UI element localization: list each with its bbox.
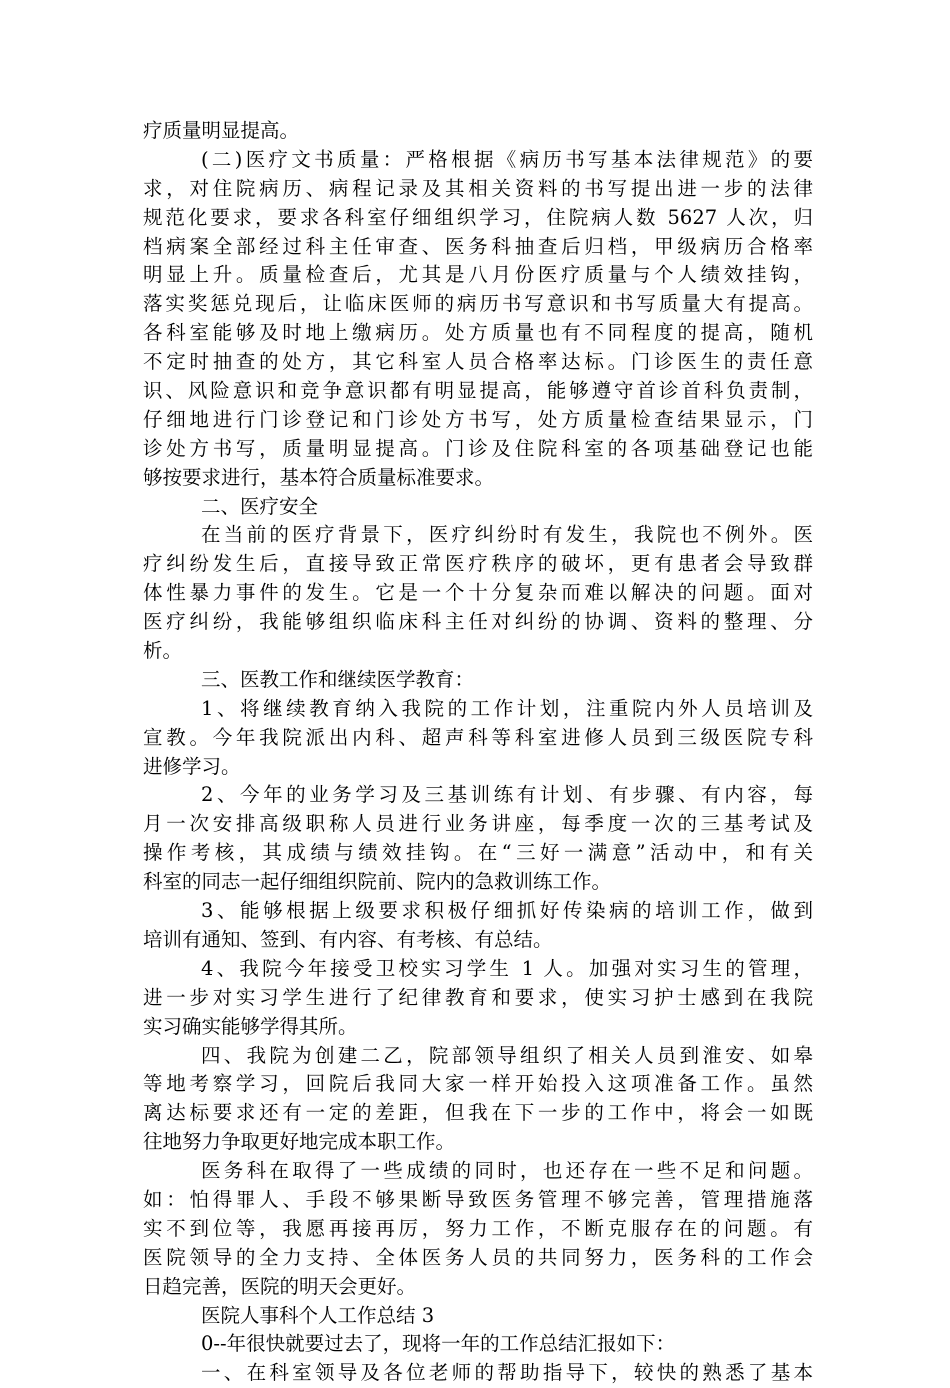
text-line: 日趋完善，医院的明天会更好。 xyxy=(143,1274,417,1298)
text-line: 在当前的医疗背景下，医疗纠纷时有发生，我院也不例外。医 xyxy=(201,523,813,547)
text-line: 宣教。今年我院派出内科、超声科等科室进修人员到三级医院专科 xyxy=(143,725,813,749)
text-line: (二)医疗文书质量：严格根据《病历书写基本法律规范》的要 xyxy=(201,147,813,171)
text-line: 操作考核，其成绩与绩效挂钩。在“三好一满意”活动中，和有关 xyxy=(143,841,813,865)
text-line: 月一次安排高级职称人员进行业务讲座，每季度一次的三基考试及 xyxy=(143,812,813,836)
text-line: 体性暴力事件的发生。它是一个十分复杂而难以解决的问题。面对 xyxy=(143,581,813,605)
text-line: 诊处方书写，质量明显提高。门诊及住院科室的各项基础登记也能 xyxy=(143,436,813,460)
text-line: 科室的同志一起仔细组织院前、院内的急救训练工作。 xyxy=(143,870,612,894)
text-line: 如：怕得罪人、手段不够果断导致医务管理不够完善，管理措施落 xyxy=(143,1187,813,1211)
text-line: 3、能够根据上级要求积极仔细抓好传染病的培训工作，做到 xyxy=(201,899,813,923)
text-line: 进修学习。 xyxy=(143,754,241,778)
text-line: 够按要求进行，基本符合质量标准要求。 xyxy=(143,465,495,489)
text-line: 识、风险意识和竞争意识都有明显提高，能够遵守首诊首科负责制， xyxy=(143,379,813,403)
text-line: 医院领导的全力支持、全体医务人员的共同努力，医务科的工作会 xyxy=(143,1245,813,1269)
text-line: 三、医教工作和继续医学教育： xyxy=(201,667,475,691)
text-line: 医疗纠纷，我能够组织临床科主任对纠纷的协调、资料的整理、分 xyxy=(143,610,813,634)
text-line: 档病案全部经过科主任审查、医务科抽查后归档，甲级病历合格率 xyxy=(143,234,813,258)
text-line: 不定时抽查的处方，其它科室人员合格率达标。门诊医生的责任意 xyxy=(143,350,813,374)
text-line: 二、医疗安全 xyxy=(201,494,319,518)
text-line: 规范化要求，要求各科室仔细组织学习，住院病人数 5627 人次，归 xyxy=(143,205,813,229)
text-line: 2、今年的业务学习及三基训练有计划、有步骤、有内容，每 xyxy=(201,783,813,807)
text-line: 培训有通知、签到、有内容、有考核、有总结。 xyxy=(143,927,553,951)
text-line: 一、在科室领导及各位老师的帮助指导下，较快的熟悉了基本 xyxy=(201,1361,813,1385)
text-line: 0--年很快就要过去了，现将一年的工作总结汇报如下： xyxy=(201,1332,676,1356)
text-line: 医院人事科个人工作总结 3 xyxy=(201,1303,435,1327)
text-line: 等地考察学习，回院后我同大家一样开始投入这项准备工作。虽然 xyxy=(143,1072,813,1096)
text-line: 各科室能够及时地上缴病历。处方质量也有不同程度的提高，随机 xyxy=(143,321,813,345)
text-line: 实习确实能够学得其所。 xyxy=(143,1014,358,1038)
text-line: 医务科在取得了一些成绩的同时，也还存在一些不足和问题。 xyxy=(201,1159,813,1183)
text-line: 求，对住院病历、病程记录及其相关资料的书写提出进一步的法律 xyxy=(143,176,813,200)
text-line: 往地努力争取更好地完成本职工作。 xyxy=(143,1130,456,1154)
text-line: 疗纠纷发生后，直接导致正常医疗秩序的破坏，更有患者会导致群 xyxy=(143,552,813,576)
text-line: 落实奖惩兑现后，让临床医师的病历书写意识和书写质量大有提高。 xyxy=(143,292,813,316)
text-line: 疗质量明显提高。 xyxy=(143,119,300,142)
text-line: 析。 xyxy=(143,639,183,663)
text-line: 明显上升。质量检查后，尤其是八月份医疗质量与个人绩效挂钩， xyxy=(143,263,813,287)
text-line: 1、将继续教育纳入我院的工作计划，注重院内外人员培训及 xyxy=(201,696,813,720)
text-line: 离达标要求还有一定的差距，但我在下一步的工作中，将会一如既 xyxy=(143,1101,813,1125)
document-body xyxy=(143,117,813,1388)
text-line: 四、我院为创建二乙，院部领导组织了相关人员到淮安、如皋 xyxy=(201,1043,813,1067)
text-line: 进一步对实习学生进行了纪律教育和要求，使实习护士感到在我院 xyxy=(143,985,813,1009)
text-line: 仔细地进行门诊登记和门诊处方书写，处方质量检查结果显示，门 xyxy=(143,407,813,431)
text-line: 4、我院今年接受卫校实习学生 1 人。加强对实习生的管理， xyxy=(201,956,813,980)
text-line: 实不到位等，我愿再接再厉，努力工作，不断克服存在的问题。有 xyxy=(143,1216,813,1240)
